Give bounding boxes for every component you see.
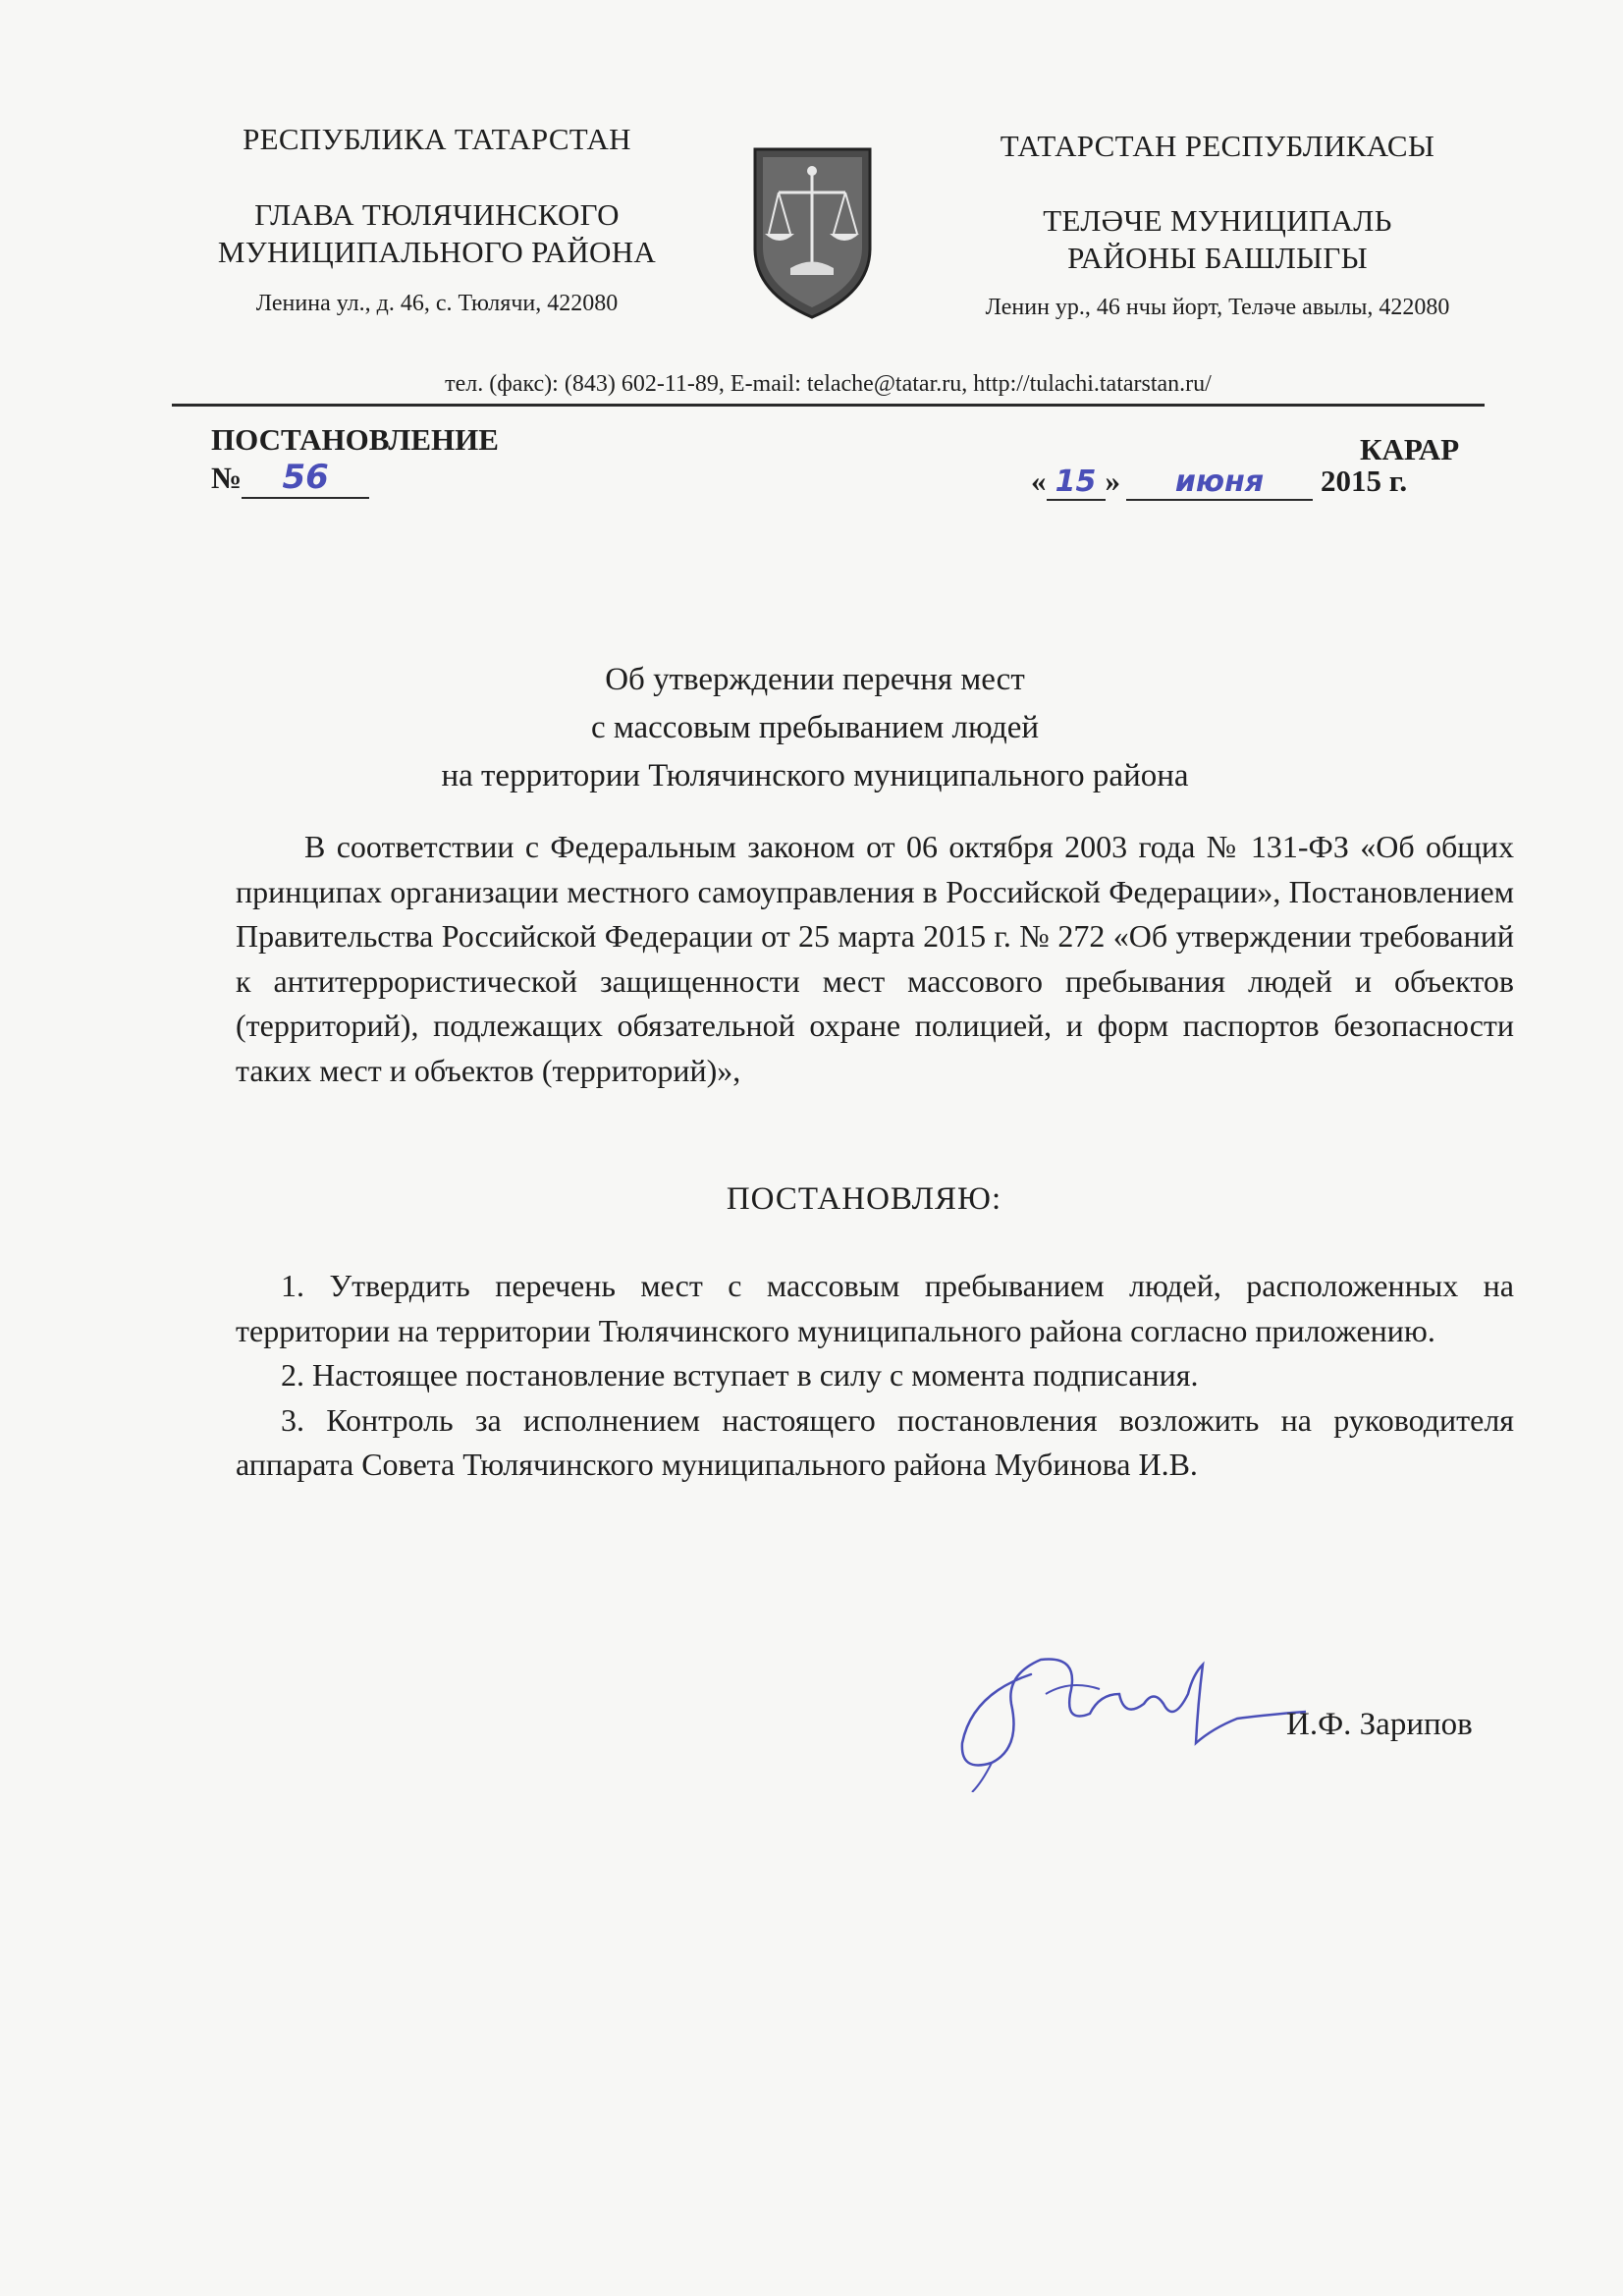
header-left-address: Ленина ул., д. 46, с. Тюлячи, 422080 xyxy=(255,291,619,316)
item-text: 1. Утвердить перечень мест с массовым пребыванием людей, расположенных на территории на территории Тюлячинского муниципального района согласно приложению. xyxy=(236,1268,1514,1348)
doc-date xyxy=(1031,464,1407,501)
item-text: 3. Контроль за исполнением настоящего постановления возложить на руководителя аппарата Совета Тюлячинского муниципального района Мубинова И.В. xyxy=(236,1401,1514,1482)
header-left-head-line1: ГЛАВА ТЮЛЯЧИНСКОГО xyxy=(254,197,620,232)
number-field xyxy=(242,458,369,499)
header-divider xyxy=(172,404,1485,407)
header-right-republic: ТАТАРСТАН РЕСПУБЛИКАСЫ xyxy=(1000,129,1435,163)
handwritten-signature xyxy=(952,1635,1306,1792)
list-item xyxy=(236,1264,1514,1353)
title-line: с массовым пребыванием людей xyxy=(590,710,1040,745)
header-left-republic: РЕСПУБЛИКА ТАТАРСТАН xyxy=(243,122,631,156)
date-day-handwritten: 15 xyxy=(1055,465,1097,499)
coat-of-arms-emblem xyxy=(751,145,874,322)
doc-type-tt: КАРАР xyxy=(1360,432,1460,466)
date-year: 2015 г. xyxy=(1321,464,1408,498)
header-right-address: Ленин ур., 46 нчы йорт, Teләче авылы, 422080 xyxy=(985,295,1450,320)
list-item xyxy=(236,1398,1514,1488)
shield-icon xyxy=(751,145,874,322)
date-close-quote: » xyxy=(1105,464,1120,498)
preamble-paragraph xyxy=(236,825,1514,1093)
decree-items xyxy=(236,1264,1514,1488)
signatory-name: И.Ф. Зарипов xyxy=(1286,1707,1473,1742)
header-right-head-line1: ТЕЛӘЧЕ МУНИЦИПАЛЬ xyxy=(1043,203,1392,238)
doc-number xyxy=(211,458,369,499)
contacts-line: тел. (факс): (843) 602-11-89, E-mail: telache@tatar.ru, http://tulachi.tatarstan.ru/ xyxy=(445,371,1212,397)
date-open-quote: « xyxy=(1031,464,1047,498)
preamble-text: В соответствии с Федеральным законом от 06 октября 2003 года № 131-ФЗ «Об общих принципах организации местного самоуправления в Российской Федерации», Постановлением Правительства Российской Федерации от 25 марта 2015 г. № 272 «Об утверждении требований к антитеррористической защищенности мест массового пребывания людей и объектов (территорий), подлежащих обязательной охране полицией, и форм паспортов безопасности таких мест и объектов (территорий)», xyxy=(236,829,1514,1088)
list-item xyxy=(236,1353,1514,1398)
number-handwritten: 56 xyxy=(282,458,329,497)
document-title xyxy=(226,656,1404,800)
number-sign: № xyxy=(211,461,243,495)
item-text: 2. Настоящее постановление вступает в силу с момента подписания. xyxy=(281,1357,1199,1393)
date-month-handwritten: июня xyxy=(1174,465,1265,499)
decree-heading: ПОСТАНОВЛЯЮ: xyxy=(726,1181,1002,1217)
title-line: Об утверждении перечня мест xyxy=(605,662,1025,697)
header-right-head-line2: РАЙОНЫ БАШЛЫГЫ xyxy=(1067,241,1368,275)
header-left-head-line2: МУНИЦИПАЛЬНОГО РАЙОНА xyxy=(217,235,657,269)
date-day-field xyxy=(1047,464,1106,501)
title-line: на территории Тюлячинского муниципального района xyxy=(441,758,1189,793)
date-month-field xyxy=(1126,464,1313,501)
doc-type-ru: ПОСТАНОВЛЕНИЕ xyxy=(211,422,499,457)
